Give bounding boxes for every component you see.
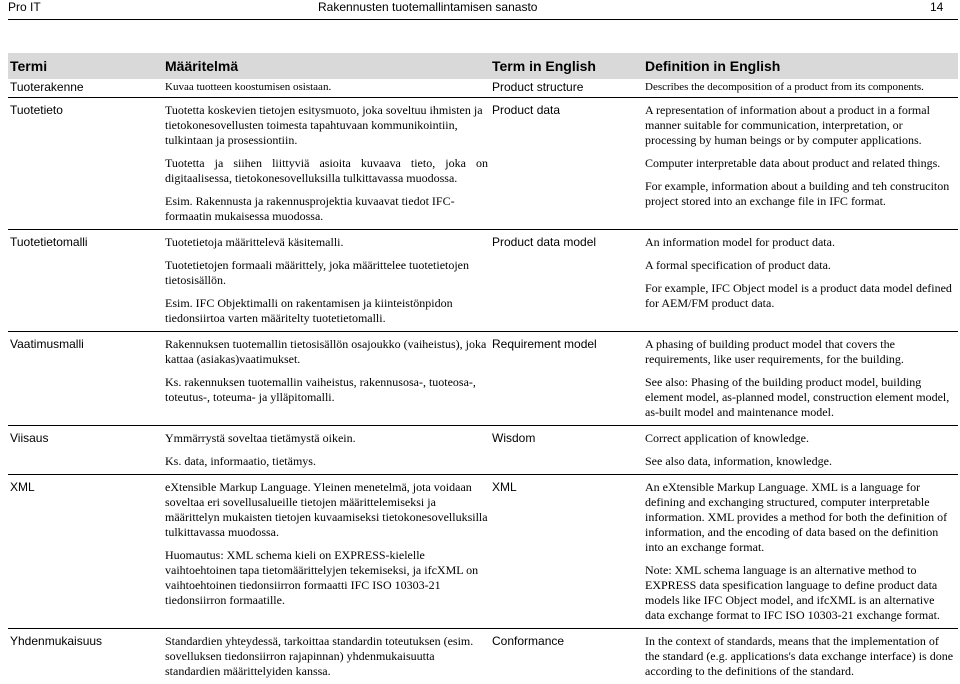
english-term-cell: Product data [490,98,643,230]
page-number: 14 [930,0,943,14]
glossary-table [8,53,958,684]
table-row [8,79,958,98]
term-cell: Tuoterakenne [8,79,163,98]
definition-paragraph: An information model for product data. [645,235,956,250]
term-cell: Tuotetietomalli [8,230,163,332]
table-row [8,426,958,475]
definition-en-cell [643,426,958,475]
definition-paragraph: eXtensible Markup Language. Yleinen menetelmä, jota voidaan soveltaa eri sovellusalueille tietojen määrittelemiseksi ja määrittelyn mukaisten tietojen kuvaamiseksi tietokonesovelluksilla tulkittavassa muodossa. [165,480,488,540]
definition-paragraph: Kuvaa tuotteen koostumisen osistaan. [165,81,488,94]
definition-paragraph: Ks. data, informaatio, tietämys. [165,454,488,469]
column-header: Määritelmä [163,53,490,79]
english-term-cell: Wisdom [490,426,643,475]
definition-paragraph: Rakennuksen tuotemallin tietosisällön osajoukko (vaiheistus), joka kattaa (asiakas)vaatimukset. [165,337,488,367]
definition-paragraph: A phasing of building product model that covers the requirements, like user requirements, for the building. [645,337,956,367]
definition-fi-cell [163,629,490,684]
term-cell: Tuotetieto [8,98,163,230]
definition-paragraph: Note: XML schema language is an alternative method to EXPRESS data spesification language to define product data models like IFC Object model, and ifcXML is an alternative data exchange format to IFC ISO 10303-21 exchange format. [645,563,956,623]
definition-paragraph: Tuotetietoja määrittelevä käsitemalli. [165,235,488,250]
definition-paragraph: Huomautus: XML schema kieli on EXPRESS-kielelle vaihtoehtoinen tapa tietomäärittelyjen tekemiseksi, ja ifcXML on vaihtoehtoinen tiedonsiirron formaatti IFC ISO 10303-21 tiedonsiirron formaatille. [165,548,488,608]
definition-paragraph: For example, information about a building and teh construciton project stored into an exchange file in IFC format. [645,179,956,209]
definition-paragraph: Describes the decomposition of a product from its components. [645,81,956,94]
definition-fi-cell [163,332,490,426]
table-row [8,475,958,629]
definition-paragraph: Esim. IFC Objektimalli on rakentamisen ja kiinteistönpidon tiedonsiirtoa varten määritelty tuotetietomalli. [165,296,488,326]
definition-fi-cell [163,79,490,98]
term-cell: XML [8,475,163,629]
table-row [8,230,958,332]
column-header: Termi [8,53,163,79]
definition-paragraph: Tuotetta ja siihen liittyviä asioita kuvaava tieto, joka on digitaalisessa, tietokonesovelluksilla tulkittavassa muodossa. [165,156,488,186]
table-header-row [8,53,958,79]
definition-paragraph: Standardien yhteydessä, tarkoittaa standardin toteutuksen (esim. sovelluksen tiedonsiirron rajapinnan) yhdenmukaisuutta standardien määrittelyiden kanssa. [165,634,488,679]
column-header: Term in English [490,53,643,79]
english-term-cell: XML [490,475,643,629]
definition-en-cell [643,475,958,629]
definition-paragraph: An eXtensible Markup Language. XML is a language for defining and exchanging structured, computer interpretable information. XML provides a method for both the definition of information, and the encoding of data based on the definition into an exchange format. [645,480,956,555]
header-left: Pro IT [8,0,41,14]
definition-en-cell [643,79,958,98]
page-header [0,0,960,14]
definition-paragraph: For example, IFC Object model is a product data model defined for AEM/FM product data. [645,281,956,311]
term-cell: Vaatimusmalli [8,332,163,426]
definition-paragraph: See also data, information, knowledge. [645,454,956,469]
term-cell: Viisaus [8,426,163,475]
definition-paragraph: Tuotetta koskevien tietojen esitysmuoto, joka soveltuu ihmisten ja tietokonesovellusten toimesta tapahtuvaan kommunikointiin, tulkintaan ja prosessiontiin. [165,103,488,148]
table-row [8,629,958,684]
header-title: Rakennusten tuotemallintamisen sanasto [318,0,537,14]
definition-en-cell [643,230,958,332]
table-row [8,98,958,230]
definition-fi-cell [163,426,490,475]
definition-paragraph: In the context of standards, means that the implementation of the standard (e.g. applications's data exchange interface) is done according to the definitions of the standard. [645,634,956,679]
definition-fi-cell [163,98,490,230]
definition-fi-cell [163,475,490,629]
definition-paragraph: See also: Phasing of the building product model, building element model, as-planned model, construction element model, as-built model and maintenance model. [645,375,956,420]
definition-en-cell [643,629,958,684]
definition-paragraph: Ymmärrystä soveltaa tietämystä oikein. [165,431,488,446]
definition-paragraph: A formal specification of product data. [645,258,956,273]
english-term-cell: Requirement model [490,332,643,426]
definition-fi-cell [163,230,490,332]
term-cell: Yhdenmukaisuus [8,629,163,684]
definition-paragraph: Correct application of knowledge. [645,431,956,446]
english-term-cell: Conformance [490,629,643,684]
english-term-cell: Product data model [490,230,643,332]
definition-paragraph: Computer interpretable data about product and related things. [645,156,956,171]
definition-paragraph: Esim. Rakennusta ja rakennusprojektia kuvaavat tiedot IFC-formaatin mukaisessa muodossa. [165,194,488,224]
definition-en-cell [643,332,958,426]
english-term-cell: Product structure [490,79,643,98]
definition-paragraph: Tuotetietojen formaali määrittely, joka määrittelee tuotetietojen tietosisällön. [165,258,488,288]
header-rule [8,19,958,20]
definition-en-cell [643,98,958,230]
column-header: Definition in English [643,53,958,79]
definition-paragraph: Ks. rakennuksen tuotemallin vaiheistus, rakennusosa-, tuoteosa-, toteutus-, toteuma- ja ylläpitomalli. [165,375,488,405]
definition-paragraph: A representation of information about a product in a formal manner suitable for communication, interpretation, or processing by human beings or by computer applications. [645,103,956,148]
table-row [8,332,958,426]
